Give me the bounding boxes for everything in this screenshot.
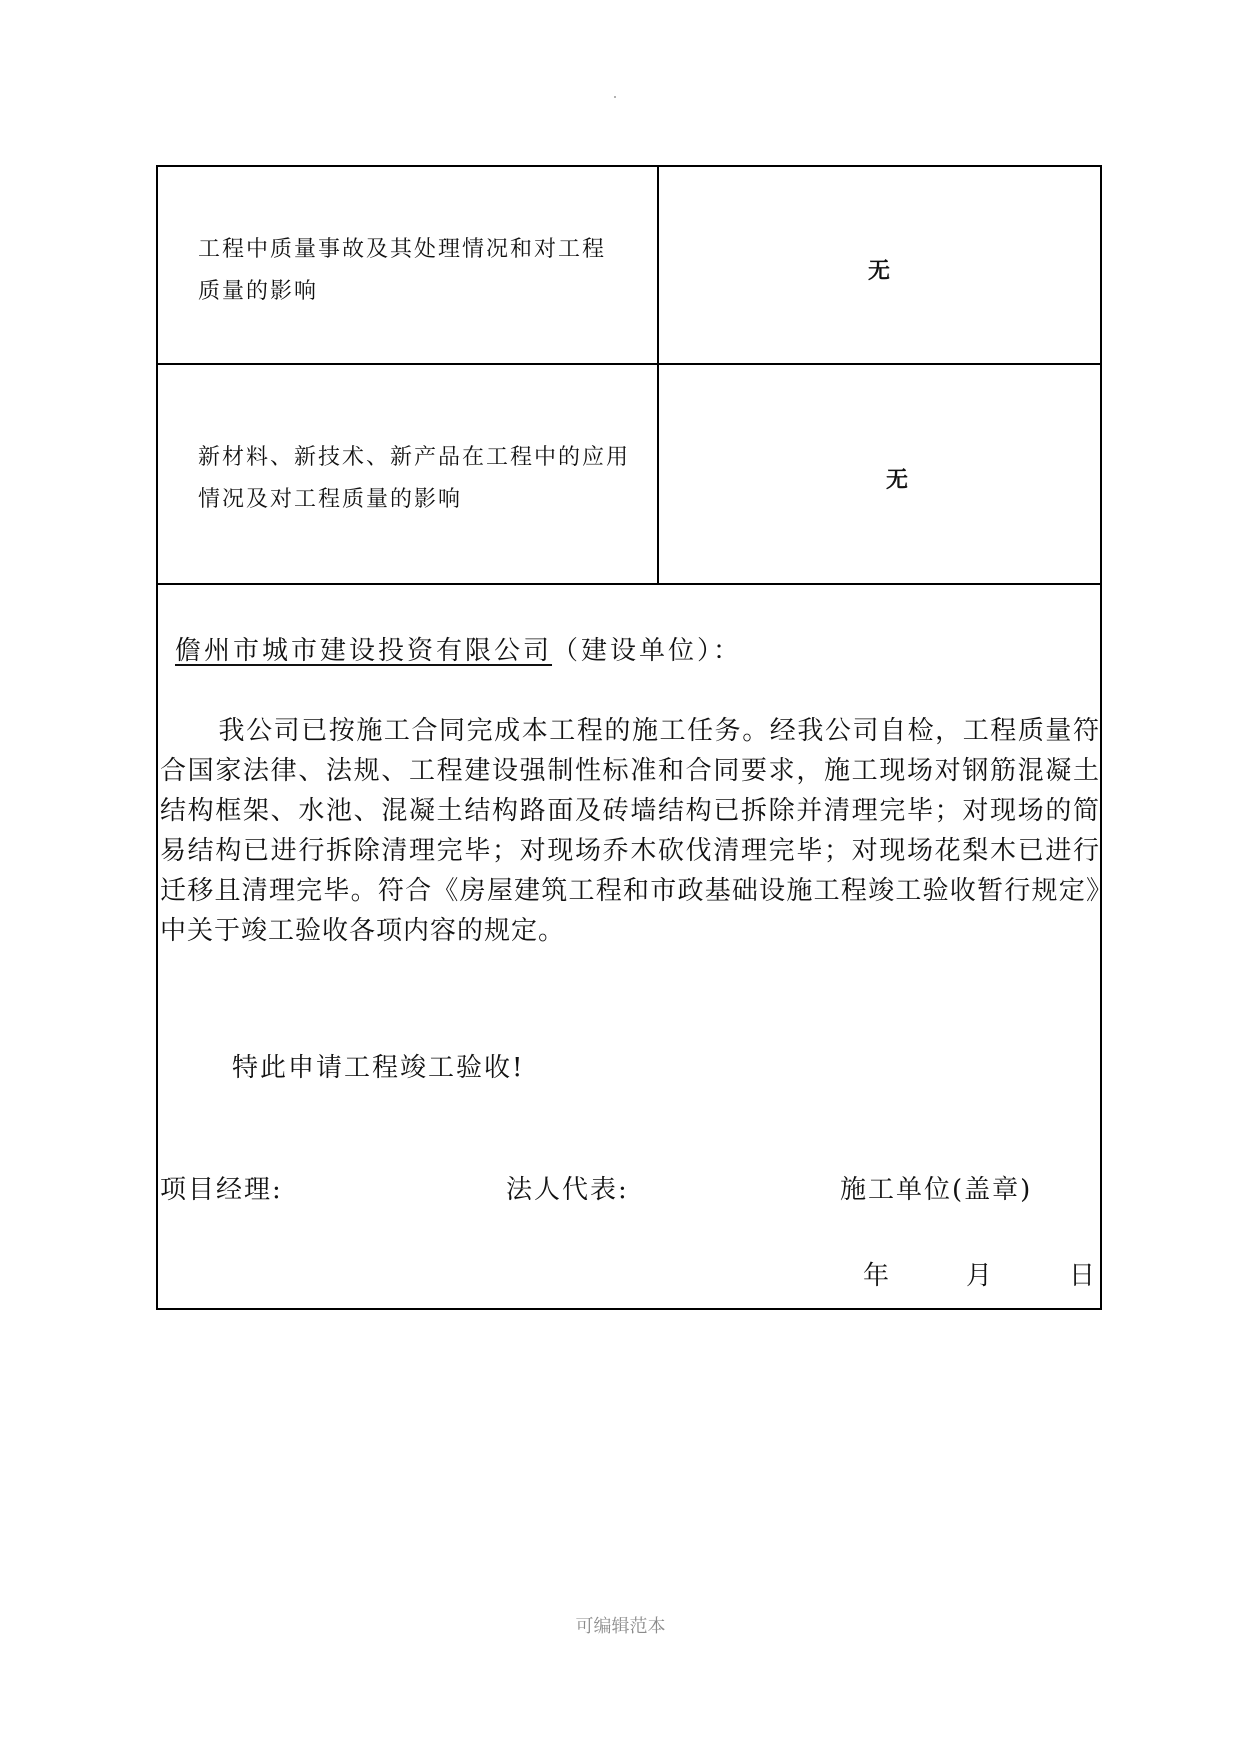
column-divider <box>657 167 659 583</box>
addressee-role: （建设单位）： <box>552 636 743 666</box>
row-2-label-line-1: 新材料、新技术、新产品在工程中的应用 <box>198 445 631 470</box>
date-month: 月 <box>966 1261 993 1291</box>
legal-rep-label: 法人代表: <box>506 1175 629 1205</box>
row-divider-2 <box>158 583 1100 585</box>
completion-form-table <box>156 165 1102 1310</box>
row-1-label <box>198 229 606 313</box>
contractor-seal-label: 施工单位(盖章) <box>840 1175 1033 1205</box>
date-year: 年 <box>863 1261 890 1291</box>
addressee-company: 儋州市城市建设投资有限公司 <box>175 636 553 666</box>
row-2-label-line-2: 情况及对工程质量的影响 <box>198 487 463 512</box>
date-day: 日 <box>1069 1261 1096 1291</box>
row-1-label-line-2: 质量的影响 <box>198 279 319 304</box>
page-footer: 可编辑范本 <box>575 1616 666 1637</box>
row-2-label <box>198 437 630 521</box>
row-1-value: 无 <box>868 259 891 284</box>
header-dot <box>614 96 616 98</box>
row-1-label-line-1: 工程中质量事故及其处理情况和对工程 <box>198 237 607 262</box>
application-body <box>160 711 1100 951</box>
application-body-text: 我公司已按施工合同完成本工程的施工任务。经我公司自检，工程质量符合国家法律、法规、工程建设强制性标准和合同要求，施工现场对钢筋混凝土结构框架、水池、混凝土结构路面及砖墙结构已拆除并清理完毕；对现场的简易结构已进行拆除清理完毕；对现场乔木砍伐清理完毕；对现场花梨木已进行迁移且清理完毕。符合《房屋建筑工程和市政基础设施工程竣工验收暂行规定》中关于竣工验收各项内容的规定。 <box>160 716 1100 946</box>
project-manager-label: 项目经理: <box>160 1175 283 1205</box>
row-divider-1 <box>158 363 1100 365</box>
addressee-line <box>175 630 742 667</box>
application-request: 特此申请工程竣工验收! <box>232 1053 525 1083</box>
row-2-value: 无 <box>886 468 909 493</box>
